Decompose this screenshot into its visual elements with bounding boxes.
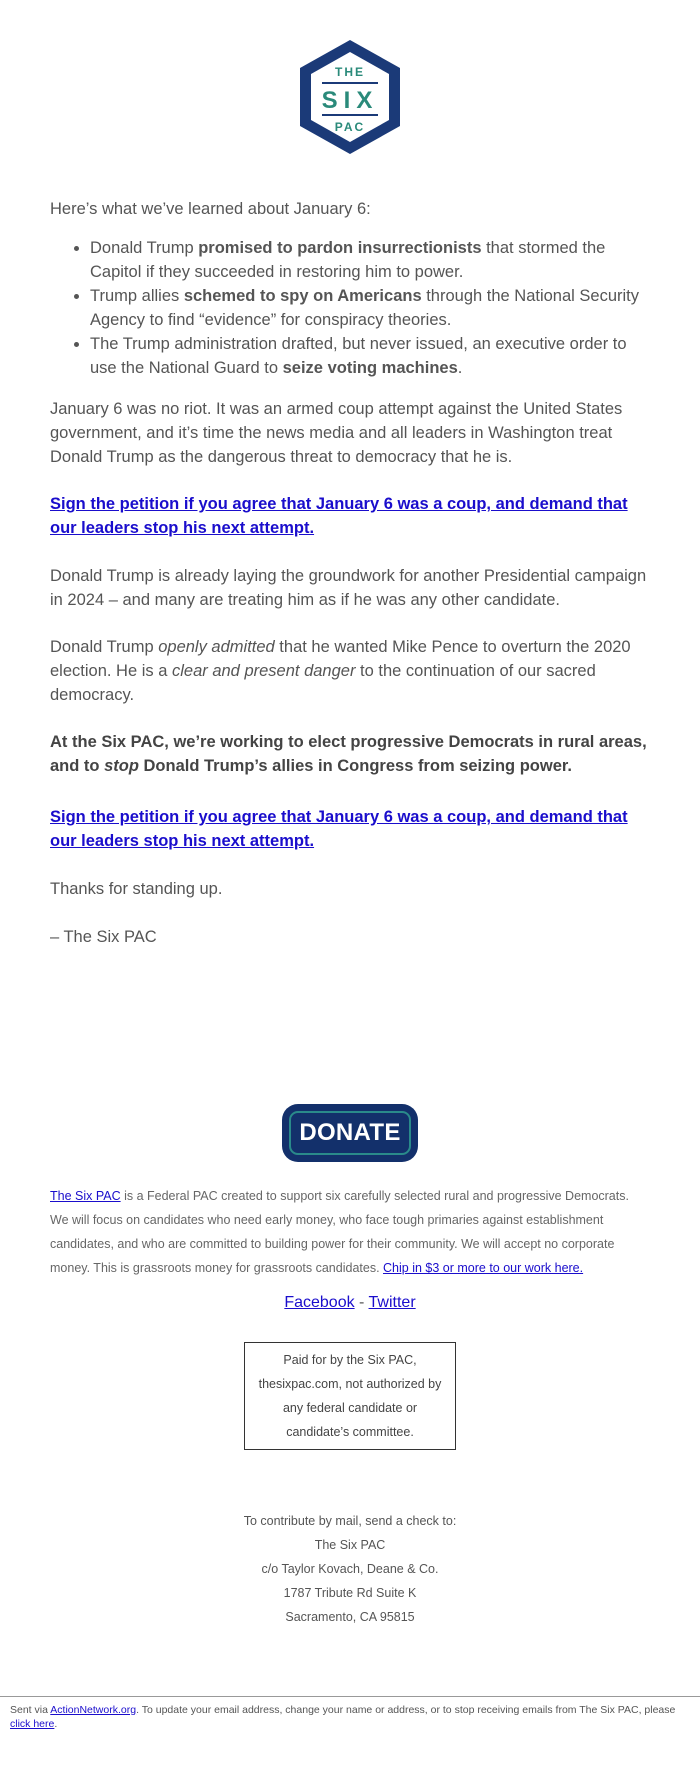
sent-via-text: . xyxy=(54,1718,58,1730)
chip-in-link[interactable]: Chip in $3 or more to our work here. xyxy=(383,1261,584,1275)
list-item xyxy=(90,284,650,332)
intro-text: Here’s what we’ve learned about January 6: xyxy=(50,200,371,218)
logo-line-pac: PAC xyxy=(334,120,366,134)
mail-line: c/o Taylor Kovach, Deane & Co. xyxy=(261,1562,439,1576)
bullet-bold: promised to pardon insurrectionists xyxy=(198,239,482,257)
mission-text: Donald Trump’s allies in Congress from seizing power. xyxy=(138,757,572,775)
bullet-bold: schemed to spy on Americans xyxy=(183,287,422,305)
mail-line: 1787 Tribute Rd Suite K xyxy=(283,1586,417,1600)
footer-divider xyxy=(0,1696,700,1697)
bullet-text: The Trump administration drafted, but never issued, an executive order to use the National Guard to xyxy=(90,335,627,377)
bullet-text: . xyxy=(457,359,463,377)
about-text: is a Federal PAC created to support six carefully selected rural and progressive Democrats. We will focus on candidates who need early money, who face tough primaries against establishment candidates, and who are committed to building power for their community. We will accept no corporate money. This is grassroots money for grassroots candidates. xyxy=(50,1189,629,1275)
about-paragraph xyxy=(50,1184,650,1280)
unsubscribe-link[interactable]: click here xyxy=(10,1718,55,1730)
bullet-text: through the National Security Agency to find “evidence” for conspiracy theories. xyxy=(90,287,640,329)
six-pac-logo xyxy=(296,38,404,156)
thanks-text: Thanks for standing up. xyxy=(50,880,223,898)
pence-text: that he wanted Mike Pence to overturn the 2020 election. He is a xyxy=(50,638,631,680)
riot-paragraph: January 6 was no riot. It was an armed coup attempt against the United States government, and it’s time the news media and all leaders in Washington treat Donald Trump as the dangerous threat to democracy that he is. xyxy=(50,400,623,466)
petition-link-2[interactable]: Sign the petition if you agree that January 6 was a coup, and demand that our leaders stop his next attempt. xyxy=(50,808,628,850)
signoff-text: – The Six PAC xyxy=(50,928,157,946)
bullet-bold: seize voting machines xyxy=(282,359,458,377)
pence-text: to the continuation of our sacred democracy. xyxy=(50,662,596,704)
social-links xyxy=(0,1294,700,1312)
sent-via-notice xyxy=(10,1703,690,1731)
actionnetwork-link[interactable]: ActionNetwork.org xyxy=(50,1704,137,1716)
paid-for-disclaimer: Paid for by the Six PAC, thesixpac.com, not authorized by any federal candidate or candidate’s committee. xyxy=(244,1342,456,1450)
list-item xyxy=(90,332,650,380)
bullet-text: that stormed the Capitol if they succeeded in restoring him to power. xyxy=(90,239,606,281)
mail-line: Sacramento, CA 95815 xyxy=(285,1610,415,1624)
groundwork-paragraph: Donald Trump is already laying the groundwork for another Presidential campaign in 2024 – and many are treating him as if he was any other candidate. xyxy=(50,567,647,609)
mission-italic: stop xyxy=(104,757,139,775)
twitter-link[interactable]: Twitter xyxy=(368,1294,416,1311)
six-pac-link[interactable]: The Six PAC xyxy=(50,1189,121,1203)
mission-paragraph xyxy=(50,730,650,778)
social-separator: - xyxy=(354,1294,369,1311)
logo-line-six: SIX xyxy=(321,87,379,114)
logo-line-the: THE xyxy=(335,65,365,79)
pence-paragraph xyxy=(50,635,650,707)
sent-via-text: Sent via xyxy=(10,1704,51,1716)
mail-line: The Six PAC xyxy=(314,1538,386,1552)
list-item xyxy=(90,236,650,284)
pence-italic: clear and present danger xyxy=(171,662,356,680)
hexagon-logo-icon xyxy=(296,38,404,156)
donate-label: DONATE xyxy=(289,1111,411,1155)
mail-line: To contribute by mail, send a check to: xyxy=(243,1514,457,1528)
facebook-link[interactable]: Facebook xyxy=(284,1294,355,1311)
pence-text: Donald Trump xyxy=(50,638,159,656)
bullet-text: Donald Trump xyxy=(90,239,199,257)
mail-address-block xyxy=(0,1509,700,1629)
pence-italic: openly admitted xyxy=(158,638,275,656)
donate-button[interactable] xyxy=(282,1104,418,1162)
mission-text: At the Six PAC, we’re working to elect progressive Democrats in rural areas, and to xyxy=(50,733,647,775)
petition-link-1[interactable]: Sign the petition if you agree that January 6 was a coup, and demand that our leaders stop his next attempt. xyxy=(50,495,628,537)
facts-list xyxy=(50,236,650,380)
cta-paragraph-2 xyxy=(50,805,650,853)
sent-via-text: . To update your email address, change your name or address, or to stop receiving emails from The Six PAC, please xyxy=(136,1704,676,1716)
cta-paragraph-1 xyxy=(50,492,650,540)
bullet-text: Trump allies xyxy=(90,287,184,305)
